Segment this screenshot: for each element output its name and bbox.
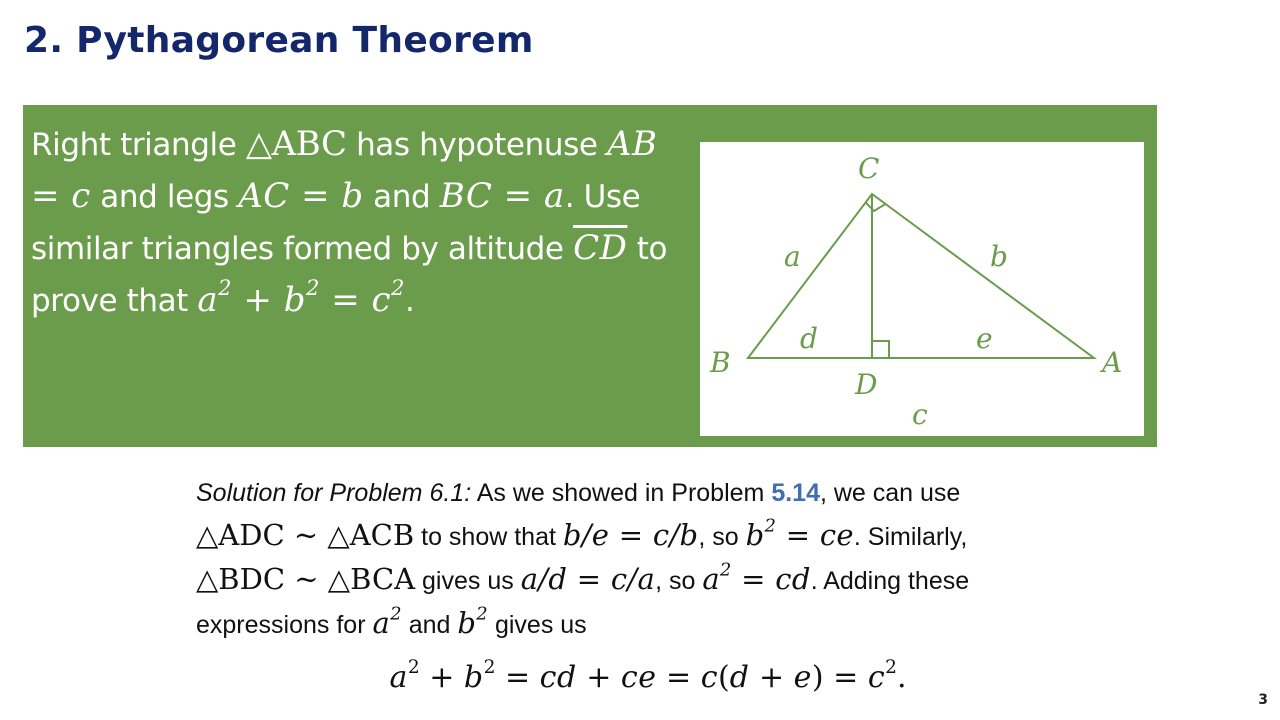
math-altitude-cd: $\overline{CD}$ [573,228,628,268]
math-leg-bc: BC = a [439,176,565,216]
math-b2: $b^2$ [457,603,489,640]
side-label-a: a [784,240,801,273]
vertex-label-d: D [855,368,878,401]
vertex-label-b: B [710,346,731,379]
math-hypotenuse: AB = c [31,124,658,216]
final-equation: $a^2 + b^2$ = cd + ce = $c(d + e) = c^2$. [389,657,907,695]
slide-title: 2. Pythagorean Theorem [24,20,534,61]
side-label-c: c [912,398,928,431]
problem-text: and legs [90,179,239,215]
solution-line: △ADC ∼ △ACB to show that b/e = c/b, so $b^2$ = ce. Similarly, [196,515,968,552]
math-similarity-2: △BDC ∼ △BCA [196,562,416,596]
solution-text [196,472,1116,646]
math-triangle-abc: △ABC [245,124,347,164]
solution-line: △BDC ∼ △BCA gives us a/d = c/a, so $a^2$ = cd. Adding these [196,559,970,596]
problem-text: Right triangle [31,127,246,163]
math-goal: $a^2 + b^2 = c^2$ [197,275,405,320]
vertex-label-c: C [858,152,880,185]
problem-text: has hypotenuse [346,127,607,163]
problem-text: . [404,283,415,319]
triangle-figure [700,142,1144,436]
segment-label-d: d [800,322,818,355]
solution-line: Solution for Problem 6.1: As we showed in Problem 5.14, we can use [196,479,961,507]
triangle-diagram [700,142,1144,436]
math-leg-ac: AC = b [238,176,364,216]
problem-text: . Use similar triangles formed by altitude [31,179,641,267]
segment-label-e: e [976,322,993,355]
math-a2: $a^2$ [372,603,402,640]
solution-line: expressions for $a^2$ and $b^2$ gives us [196,603,587,640]
math-similarity-1: △ADC ∼ △ACB [196,518,415,552]
math-a-squared: $a^2$ = cd [702,559,811,596]
vertex-label-a: A [1102,346,1123,379]
math-ratio-1: b/e = c/b [562,518,699,552]
page-number: 3 [1258,692,1268,708]
problem-statement [31,119,671,327]
right-angle-marker-c [866,202,886,211]
solution-lead: Solution for Problem 6.1: [196,479,472,507]
problem-reference: 5.14 [771,479,820,507]
side-label-b: b [990,240,1008,273]
math-b-squared: $b^2$ = ce [745,515,854,552]
problem-text: to prove that [31,231,668,319]
right-angle-marker-d [872,341,889,358]
problem-panel [23,105,1157,447]
math-ratio-2: a/d = c/a [520,562,656,596]
problem-text: and [363,179,440,215]
